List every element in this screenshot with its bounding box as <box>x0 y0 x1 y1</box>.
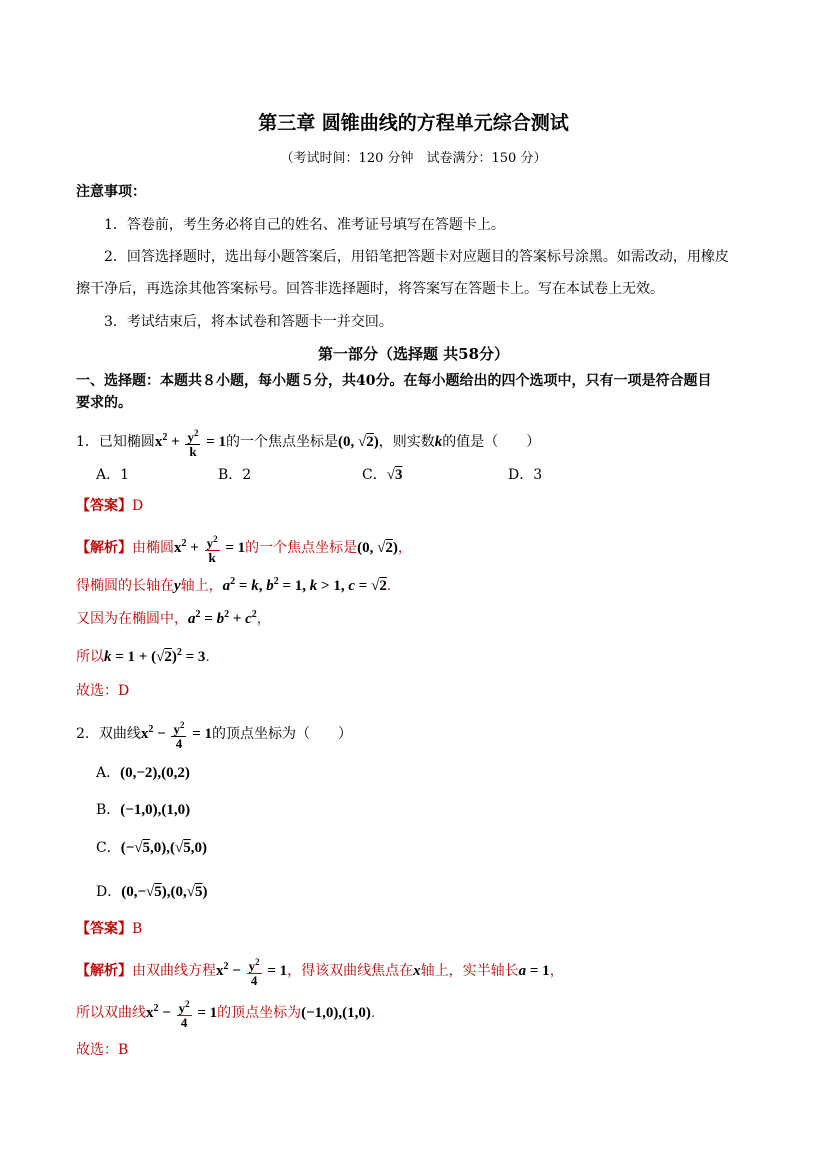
q1-analysis-axis: y <box>174 578 181 594</box>
section-heading-2: 要求的。 <box>76 395 132 411</box>
notice-heading: 注意事项： <box>76 184 146 200</box>
q2-option-a-value: (0,−2),(0,2) <box>120 765 190 781</box>
q1-choose: 故选：D <box>76 683 130 699</box>
q2-analysis-line-2: 所以双曲线$x^2$ − $\frac{y^2}{4}$ = 1的顶点坐标为(−1,0),(1,0). <box>76 999 376 1030</box>
q2-option-c-value: (−√5,0),(√5,0) <box>120 840 207 856</box>
q1-option-c-label: C． <box>362 467 387 483</box>
q1-analysis-2b: 轴上， <box>180 578 223 594</box>
q2-option-d-label: D． <box>96 884 122 900</box>
q2-analysis-1c: 轴上，实半轴长 <box>420 963 519 979</box>
q1-tail: 的值是（ ） <box>442 434 541 450</box>
question-2 <box>76 716 352 750</box>
q2-analysis-1a: 由双曲线方程 <box>132 963 216 979</box>
q1-analysis-relation: $a^2 = b^2 + c^2$ <box>188 609 257 627</box>
q2-analysis-line-1 <box>76 953 564 987</box>
q1-analysis-line-4: 所以$k = 1 + (√2)^2 = 3$. <box>76 647 210 665</box>
q1-analysis-line-1 <box>76 530 412 564</box>
q2-analysis-a-value: a = 1 <box>518 963 550 979</box>
q1-analysis-3: 又因为在椭圆中， <box>76 611 188 627</box>
q1-analysis-line-3: 又因为在椭圆中，$a^2 = b^2 + c^2$， <box>76 609 271 627</box>
exam-info: （考试时间：120 分钟 试卷满分：150 分） <box>280 151 547 166</box>
q2-analysis-2a: 所以双曲线 <box>76 1005 146 1021</box>
q1-answer-label: 【答案】 <box>76 498 132 514</box>
q1-option-c-value: √3 <box>386 467 403 483</box>
section-heading-1: 一、选择题：本题共８小题，每小题５分，共40分。在每小题给出的四个选项中，只有一项是符合题目 <box>76 373 712 389</box>
q2-analysis-axis: x <box>413 963 421 979</box>
q1-analysis-1b: 的一个焦点坐标是 <box>245 540 358 556</box>
notice-2: 2．回答选择题时，选出每小题答案后，用铅笔把答题卡对应题目的答案标号涂黑。如需改动，用橡皮 <box>104 249 729 265</box>
q2-analysis-label: 【解析】 <box>76 963 132 979</box>
q2-option-b-label: B． <box>96 802 121 818</box>
q2-answer-label: 【答案】 <box>76 921 132 937</box>
q1-analysis-1c: ， <box>397 540 412 556</box>
q1-analysis-result: $k = 1 + (√2)^2 = 3$ <box>104 647 206 665</box>
notice-1: 1．答卷前，考生务必将自己的姓名、准考证号填写在答题卡上。 <box>104 217 505 233</box>
q2-answer-value: B <box>132 921 143 937</box>
q1-analysis-focus: (0, √2) <box>357 540 398 556</box>
q1-analysis-2a: 得椭圆的长轴在 <box>76 578 174 594</box>
page-title: 第三章 圆锥曲线的方程单元综合测试 <box>258 112 569 134</box>
q2-option-b <box>96 799 190 821</box>
q2-option-d <box>96 881 208 903</box>
q1-prefix: 1．已知椭圆 <box>76 434 155 450</box>
q1-var: k <box>434 434 443 450</box>
q1-option-a: A．1 <box>96 467 130 483</box>
q1-answer <box>76 495 143 517</box>
q1-option-b: B．2 <box>218 467 252 483</box>
q1-analysis-4: 所以 <box>76 649 104 665</box>
q1-focus-point: (0, √2) <box>338 434 379 450</box>
q2-option-a <box>96 762 190 784</box>
q2-analysis-equation: $x^2$ − $\frac{y^2}{4}$ = 1 <box>216 957 288 988</box>
q2-option-c <box>96 837 207 859</box>
q2-prefix: 2．双曲线 <box>76 726 141 742</box>
notice-2-cont: 擦干净后，再选涂其他答案标号。回答非选择题时，将答案写在答题卡上。写在本试卷上无效。 <box>76 281 664 297</box>
q2-tail: 的顶点坐标为（ ） <box>212 726 353 742</box>
q1-ellipse-equation: $x^2$ + $\frac{y^2}{k}$ = 1 <box>154 428 227 459</box>
q1-analysis-1a: 由椭圆 <box>132 540 174 556</box>
q1-suffix: ，则实数 <box>378 434 435 450</box>
q2-analysis-1d: ， <box>549 963 564 979</box>
q1-analysis-equation: $x^2$ + $\frac{y^2}{k}$ = 1 <box>174 534 246 565</box>
q1-analysis-conditions: $a^2 = k$, $b^2 = 1$, k > 1, c = √2 <box>222 576 387 594</box>
q2-analysis-vertices: (−1,0),(1,0) <box>301 1005 371 1021</box>
q1-option-d: D．3 <box>508 467 543 483</box>
q2-option-a-label: A． <box>96 765 121 781</box>
q1-mid: 的一个焦点坐标是 <box>226 434 339 450</box>
q2-analysis-equation-2: $x^2$ − $\frac{y^2}{4}$ = 1 <box>146 999 218 1030</box>
q1-answer-value: D <box>132 498 144 514</box>
notice-3: 3．考试结束后，将本试卷和答题卡一并交回。 <box>104 314 393 330</box>
q2-answer <box>76 918 142 940</box>
q2-hyperbola-equation: $x^2$ − $\frac{y^2}{4}$ = 1 <box>140 720 213 751</box>
q2-analysis-1b: ，得该双曲线焦点在 <box>287 963 414 979</box>
q1-option-c <box>362 464 402 486</box>
q2-option-c-label: C． <box>96 840 121 856</box>
q2-analysis-2b: 的顶点坐标为 <box>217 1005 302 1021</box>
q1-analysis-line-2: 得椭圆的长轴在y轴上，$a^2 = k$, $b^2 = 1$, k > 1, c = √2. <box>76 576 392 594</box>
q2-choose: 故选：B <box>76 1042 129 1058</box>
q1-analysis-label: 【解析】 <box>76 540 132 556</box>
question-1 <box>76 424 540 458</box>
part-title: 第一部分（选择题 共58分） <box>317 345 510 363</box>
q2-option-d-value: (0,−√5),(0,√5) <box>121 884 208 900</box>
q2-option-b-value: (−1,0),(1,0) <box>120 802 191 818</box>
